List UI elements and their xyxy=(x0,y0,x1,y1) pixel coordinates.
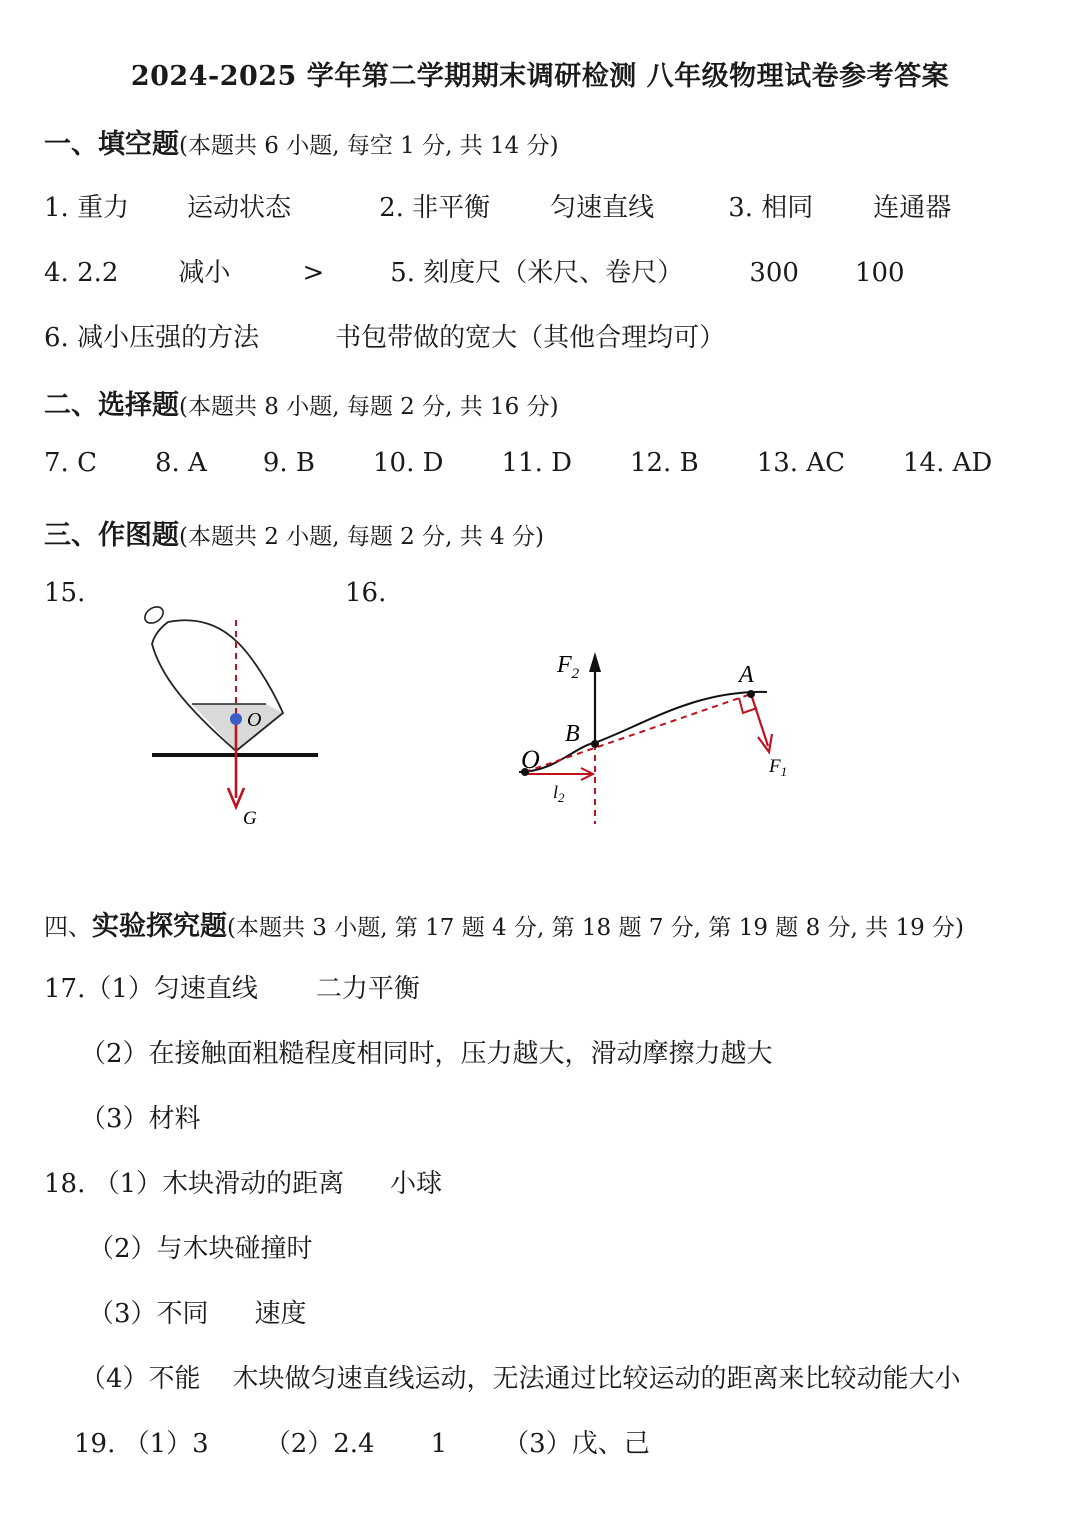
figure-16-lever xyxy=(505,638,805,828)
label-l2: $l_2$ xyxy=(553,782,565,805)
point-a xyxy=(747,690,755,698)
answer-2a: 2. 非平衡 xyxy=(379,193,491,223)
answer-4c: > xyxy=(302,258,325,288)
section-2-note: (本题共 8 小题, 每题 2 分, 共 16 分) xyxy=(179,394,559,420)
answer-18-1a: 18. （1）木块滑动的距离 xyxy=(44,1169,345,1199)
answer-19-1: 19. （1）3 xyxy=(74,1429,209,1459)
answer-18-3 xyxy=(88,1293,307,1330)
answer-10: 10. D xyxy=(373,448,444,478)
section-4-label: 实验探究题 xyxy=(92,911,227,942)
answer-18-3b: 速度 xyxy=(254,1299,307,1329)
section-1-label: 一、填空题 xyxy=(44,129,179,160)
section-1-note: (本题共 6 小题, 每空 1 分, 共 14 分) xyxy=(179,133,559,159)
answer-3b: 连通器 xyxy=(873,193,952,223)
answer-17-3: （3）材料 xyxy=(80,1104,201,1134)
question-16-number: 16. xyxy=(345,578,387,608)
label-f1: $F_1$ xyxy=(769,756,788,779)
answer-18-4 xyxy=(80,1358,961,1395)
answer-6b: 书包带做的宽大（其他合理均可） xyxy=(335,323,726,353)
answer-18-1 xyxy=(44,1163,442,1200)
label-o: O xyxy=(521,745,540,774)
figure-15-bottle xyxy=(140,598,330,838)
answer-9: 9. B xyxy=(262,448,316,478)
answer-2b: 匀速直线 xyxy=(550,193,655,223)
liquid-fill xyxy=(192,704,283,751)
fill-row-2 xyxy=(44,252,905,289)
answer-1a: 1. 重力 xyxy=(44,193,130,223)
label-f2: $F_2$ xyxy=(557,652,580,682)
label-a: A xyxy=(739,662,754,688)
answer-5b: 300 xyxy=(749,258,799,288)
label-g: G xyxy=(243,808,257,829)
section-2-heading xyxy=(44,383,559,422)
answer-17-2: （2）在接触面粗糙程度相同时，压力越大，滑动摩擦力越大 xyxy=(80,1039,773,1069)
answer-4b: 减小 xyxy=(178,258,231,288)
fill-row-3 xyxy=(44,317,725,354)
answer-19-3: （3）戊、己 xyxy=(503,1429,650,1459)
answer-18-2: （2）与木块碰撞时 xyxy=(88,1234,313,1264)
answer-19 xyxy=(74,1423,650,1460)
answer-17-1b: 二力平衡 xyxy=(315,974,420,1004)
answer-5c: 100 xyxy=(854,258,905,288)
answer-12: 12. B xyxy=(629,448,699,478)
answer-5a: 5. 刻度尺（米尺、卷尺） xyxy=(390,258,684,288)
answer-17-1a: 17.（1）匀速直线 xyxy=(44,974,258,1004)
section-4-prefix: 四、 xyxy=(44,913,92,941)
point-b xyxy=(591,740,599,748)
answer-4a: 4. 2.2 xyxy=(44,258,119,288)
answer-8: 8. A xyxy=(154,448,207,478)
f2-arrow-head xyxy=(589,652,601,672)
section-4-heading xyxy=(44,904,964,943)
answer-3a: 3. 相同 xyxy=(728,193,814,223)
label-o: O xyxy=(247,709,262,731)
section-3-heading xyxy=(44,513,544,552)
page-title: 2024-2025 学年第二学期期末调研检测 八年级物理试卷参考答案 xyxy=(130,61,950,92)
section-1-heading xyxy=(44,122,559,161)
bottle-body xyxy=(152,620,283,751)
section-3-label: 三、作图题 xyxy=(44,520,179,551)
answer-7: 7. C xyxy=(44,448,97,478)
section-3-note: (本题共 2 小题, 每题 2 分, 共 4 分) xyxy=(179,524,544,550)
answer-17-1 xyxy=(44,968,420,1005)
answer-18-4b: 木块做匀速直线运动，无法通过比较运动的距离来比较动能大小 xyxy=(232,1364,961,1394)
answer-6a: 6. 减小压强的方法 xyxy=(44,323,260,353)
answer-11: 11. D xyxy=(501,448,572,478)
section-4-note: (本题共 3 小题, 第 17 题 4 分, 第 18 题 7 分, 第 19 题 8 分, 共 19 分) xyxy=(227,915,965,941)
answer-1b: 运动状态 xyxy=(187,193,292,223)
answer-14: 14. AD xyxy=(902,448,993,478)
answer-13: 13. AC xyxy=(756,448,845,478)
answer-19-2a: （2）2.4 xyxy=(264,1429,375,1459)
answer-19-2b: 1 xyxy=(430,1429,448,1459)
section-2-label: 二、选择题 xyxy=(44,390,179,421)
answer-18-3a: （3）不同 xyxy=(88,1299,209,1329)
bottle-cap xyxy=(142,604,166,627)
fill-row-1 xyxy=(44,187,951,224)
line-oa-dashed xyxy=(525,694,751,772)
answer-18-1b: 小球 xyxy=(390,1169,443,1199)
answer-18-4a: （4）不能 xyxy=(80,1364,201,1394)
choice-answers xyxy=(44,448,992,478)
label-b: B xyxy=(565,721,580,747)
question-15-number: 15. xyxy=(44,578,86,608)
center-of-gravity-dot xyxy=(230,713,242,725)
